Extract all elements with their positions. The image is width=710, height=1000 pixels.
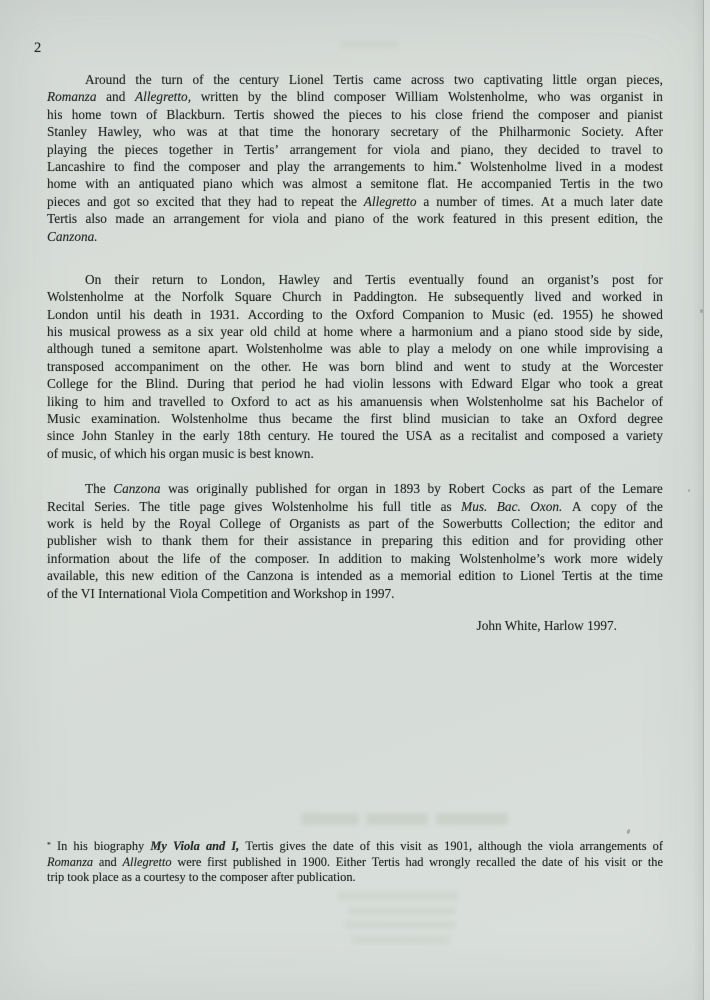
text-line: playing the pieces together in Tertis’ arrangement for viola and piano, they decided to travel to — [47, 141, 663, 157]
text-line: of music, of which his organ music is best known. — [47, 445, 314, 461]
footnote — [47, 839, 663, 886]
text-line: Romanza and Allegretto were first published in 1900. Either Tertis had wrongly recalled the date of his visit or the — [47, 854, 663, 869]
text-line: trip took place as a courtesy to the composer after publication. — [47, 870, 356, 885]
text-line: since John Stanley in the early 18th century. He toured the USA as a recitalist and composed a variety — [47, 428, 663, 444]
page-edge-band — [704, 0, 710, 1000]
paragraph — [47, 480, 663, 602]
text-line: liking to him and travelled to Oxford to act as his amanuensis when Wolstenholme sat his Bachelor of — [47, 393, 663, 409]
text-line: Wolstenholme at the Norfolk Square Church in Paddington. He subsequently lived and worked in — [47, 289, 663, 305]
text-line: Stanley Hawley, who was at that time the honorary secretary of the Philharmonic Society. After — [47, 124, 663, 140]
text-line: Tertis also made an arrangement for viola and piano of the work featured in this present edition, the — [47, 211, 663, 227]
showthrough-smudge — [344, 921, 456, 929]
showthrough-smudge — [436, 813, 508, 825]
signature-line: John White, Harlow 1997. — [476, 617, 617, 633]
showthrough-smudge — [338, 892, 458, 900]
showthrough-smudge — [352, 936, 450, 944]
text-line: Recital Series. The title page gives Wolstenholme his full title as Mus. Bac. Oxon. A copy of the — [47, 498, 663, 514]
scan-speck — [688, 489, 690, 492]
text-line: London until his death in 1931. According to the Oxford Companion to Music (ed. 1955) he showed — [47, 306, 663, 322]
paragraph — [47, 71, 663, 245]
text-line: * In his biography My Viola and I, Tertis gives the date of this visit as 1901, although the viola arrangements of — [47, 839, 663, 853]
showthrough-smudge — [366, 813, 428, 825]
showthrough-smudge — [301, 813, 359, 825]
text-line: College for the Blind. During that period he had violin lessons with Edward Elgar who took a great — [47, 376, 663, 392]
showthrough-smudge — [340, 41, 398, 48]
text-line: The Canzona was originally published for organ in 1893 by Robert Cocks as part of the Lemare — [85, 481, 663, 497]
page-edge-shade — [693, 0, 703, 1000]
text-line: Romanza and Allegretto, written by the blind composer William Wolstenholme, who was organist in — [47, 89, 663, 105]
text-line: his home town of Blackburn. Tertis showed the pieces to his close friend the composer and pianist — [47, 106, 663, 122]
text-line: Around the turn of the century Lionel Tertis came across two captivating little organ pieces, — [85, 72, 663, 87]
text-line: information about the life of the composer. In addition to making Wolstenholme’s work more widely — [47, 550, 663, 566]
text-line: although tuned a semitone apart. Wolstenholme was able to play a melody on one while improvising a — [47, 341, 663, 357]
text-line: publisher wish to thank them for their assistance in preparing this edition and for providing other — [47, 533, 663, 549]
scan-speck — [626, 829, 631, 835]
text-line: of the VI International Viola Competition and Workshop in 1997. — [47, 585, 395, 601]
text-line: home with an antiquated piano which was almost a semitone flat. He accompanied Tertis in the two — [47, 176, 663, 192]
showthrough-smudge — [348, 907, 456, 915]
text-line: pieces and got so excited that they had to repeat the Allegretto a number of times. At a much later date — [47, 193, 663, 209]
body-text — [47, 71, 663, 634]
page-number: 2 — [34, 40, 42, 56]
text-line: available, this new edition of the Canzona is intended as a memorial edition to Lionel Tertis at the time — [47, 568, 663, 584]
paragraph — [47, 271, 663, 462]
text-line: Canzona. — [47, 228, 98, 244]
text-line: transposed accompaniment on the other. He was born blind and went to study at the Worcester — [47, 358, 663, 374]
text-line: On their return to London, Hawley and Tertis eventually found an organist’s post for — [85, 271, 663, 287]
paragraphs — [47, 71, 663, 602]
text-line: his musical prowess as a six year old child at home where a harmonium and a piano stood side by side, — [47, 324, 663, 340]
text-line: Music examination. Wolstenholme thus became the first blind musician to take an Oxford degree — [47, 411, 663, 427]
text-line: Lancashire to find the composer and play the arrangements to him.* Wolstenholme lived in a modest — [47, 158, 663, 174]
text-line: work is held by the Royal College of Organists as part of the Sowerbutts Collection; the editor and — [47, 515, 663, 531]
